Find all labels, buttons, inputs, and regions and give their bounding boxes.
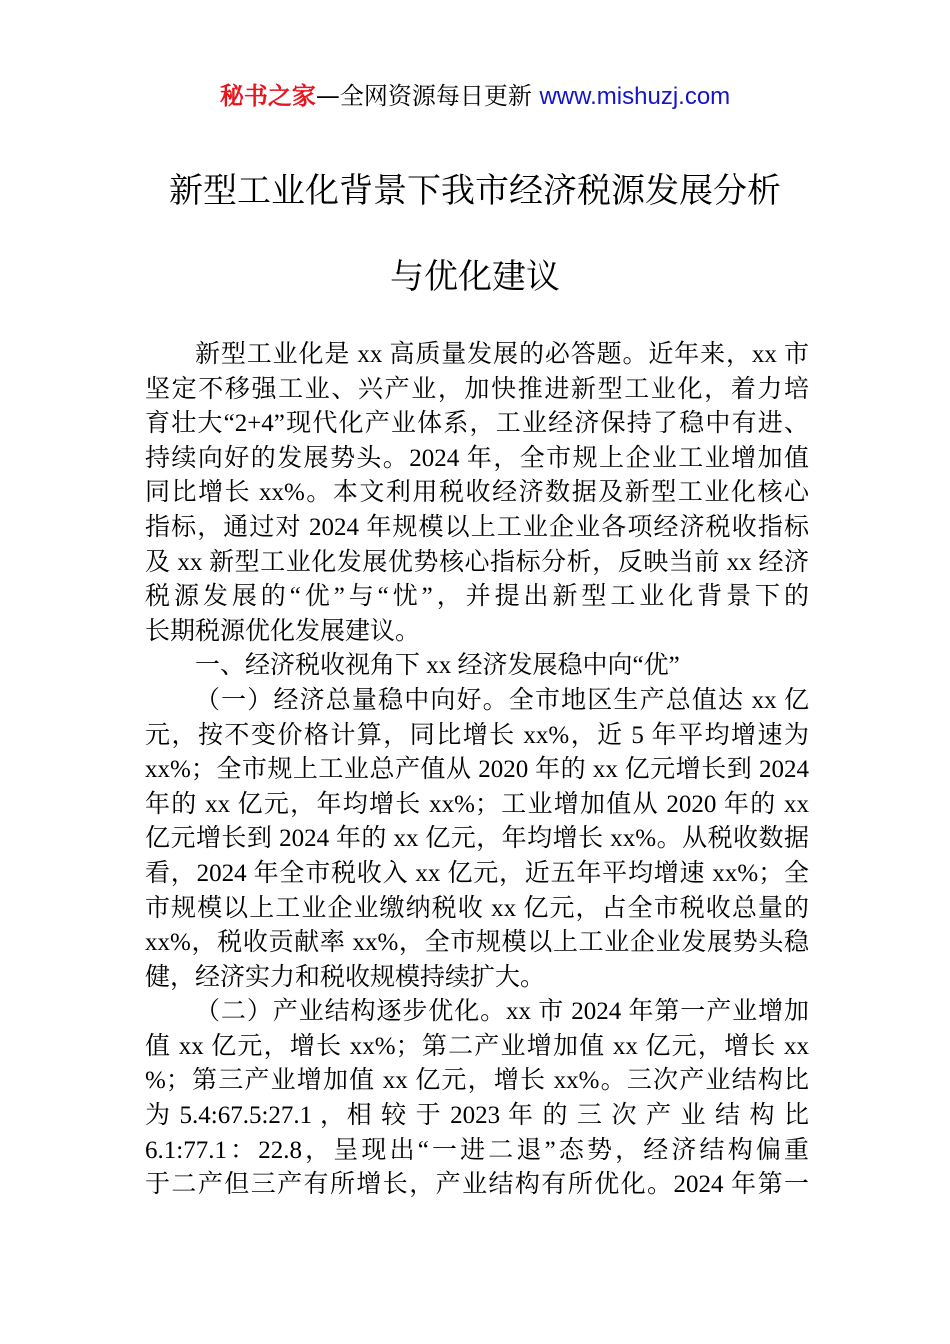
body-line: 育壮大“2+4”现代化产业体系，工业经济保持了稳中有进、 [145,410,809,438]
body-line: 税源发展的“优”与“忧”，并提出新型工业化背景下的 [145,583,809,611]
section-heading: 一、经济税收视角下 xx 经济发展稳中向“优” [195,652,680,680]
title-line-1: 新型工业化背景下我市经济税源发展分析 [169,171,781,211]
body-line: 同比增长 xx%。本文利用税收经济数据及新型工业化核心 [145,479,809,507]
body-line: 6.1:77.1：22.8，呈现出“一进二退”态势，经济结构偏重 [145,1136,809,1164]
subsection-heading-line: （一）经济总量稳中向好。全市地区生产总值达 xx 亿 [195,686,809,714]
document-body [145,338,809,1203]
body-line: xx%；全市规上工业总产值从 2020 年的 xx 亿元增长到 2024 [145,756,809,784]
body-line: 年的 xx 亿元，年均增长 xx%；工业增加值从 2020 年的 xx [145,790,809,818]
body-line: xx%，税收贡献率 xx%，全市规模以上工业企业发展势头稳 [145,929,809,957]
body-line: 坚定不移强工业、兴产业，加快推进新型工业化，着力培 [145,375,809,403]
body-line: %；第三产业增加值 xx 亿元，增长 xx%。三次产业结构比 [145,1067,809,1095]
subsection-heading-line: （二）产业结构逐步优化。xx 市 2024 年第一产业增加 [195,998,809,1026]
site-brand[interactable]: 秘书之家 [219,82,316,110]
body-line: 看，2024 年全市税收入 xx 亿元，近五年平均增速 xx%；全 [145,859,809,887]
site-header [0,80,950,113]
site-tagline: —全网资源每日更新 [315,82,540,110]
body-line: 市规模以上工业企业缴纳税收 xx 亿元，占全市税收总量的 [145,894,809,922]
body-line: 于二产但三产有所增长，产业结构有所优化。2024 年第一 [145,1171,809,1199]
body-line: 元，按不变价格计算，同比增长 xx%，近 5 年平均增速为 [145,721,809,749]
body-line: 长期税源优化发展建议。 [145,617,421,645]
body-line: 健，经济实力和税收规模持续扩大。 [145,963,546,991]
body-line: 值 xx 亿元，增长 xx%；第二产业增加值 xx 亿元，增长 xx [145,1032,809,1060]
body-line: 持续向好的发展势头。2024 年，全市规上企业工业增加值 [145,444,809,472]
document-title [0,148,950,320]
body-line: 新型工业化是 xx 高质量发展的必答题。近年来，xx 市 [195,341,809,368]
body-line: 亿元增长到 2024 年的 xx 亿元，年均增长 xx%。从税收数据 [145,825,809,853]
body-line: 及 xx 新型工业化发展优势核心指标分析，反映当前 xx 经济 [145,548,809,576]
body-line: 为 5.4:67.5:27.1 ，相 较 于 2023 年 的 三 次 产 业 结 构 比 [145,1102,809,1130]
body-line: 指标，通过对 2024 年规模以上工业企业各项经济税收指标 [145,513,809,541]
title-line-2: 与优化建议 [390,257,560,297]
site-url-link[interactable]: www.mishuzj.com [539,83,731,110]
